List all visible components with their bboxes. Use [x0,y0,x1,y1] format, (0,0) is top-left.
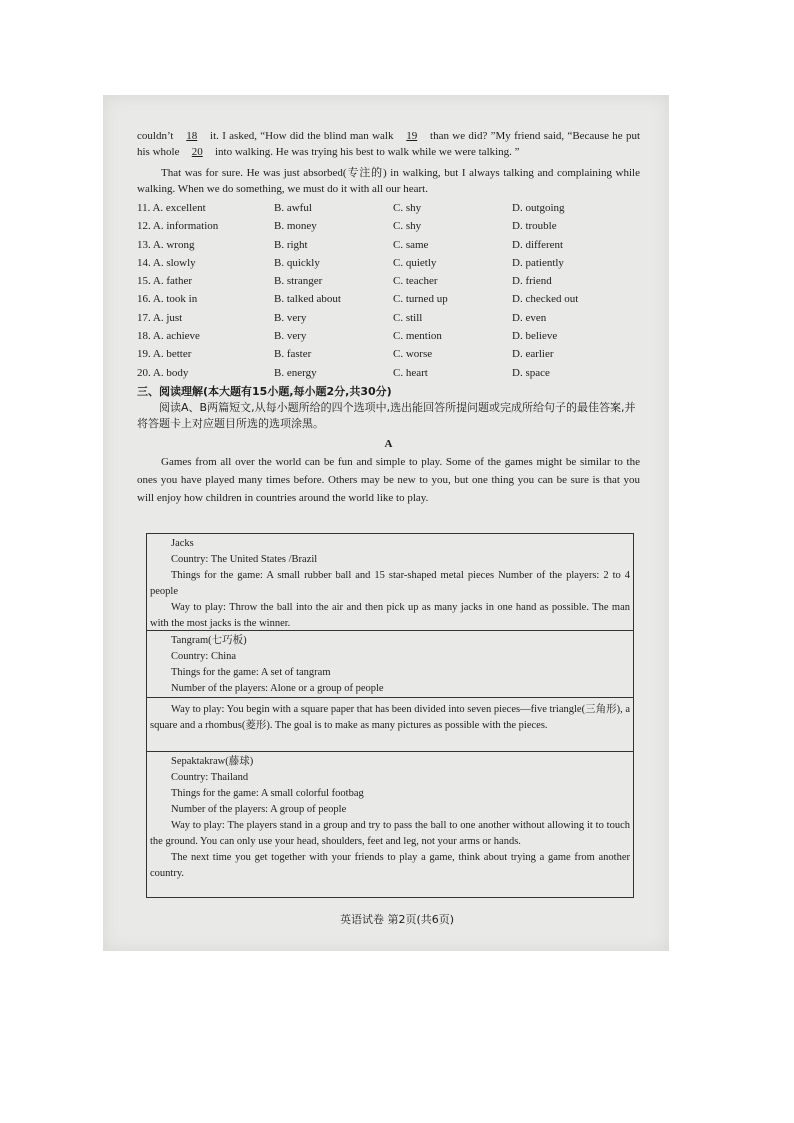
option-d: D. different [512,238,564,251]
option-d: D. friend [512,275,552,288]
option-b: B. very [274,311,307,324]
option-c: C. quietly [393,256,437,269]
option-d: D. space [512,366,550,379]
game-things: Things for the game: A small rubber ball and 15 star-shaped metal pieces Number of the players: 2 to 4 people [150,570,630,597]
option-a: 15. A. father [137,275,192,288]
option-b: B. quickly [274,256,320,269]
game-country: Country: China [171,651,237,662]
option-a: 11. A. excellent [137,202,206,214]
game-box-jacks [146,533,634,631]
option-c: C. still [393,311,423,324]
game-way: Way to play: Throw the ball into the air and then pick up as many jacks in one hand as possible. The man with the most jacks is the winner. [150,602,630,629]
game-box-sepaktakraw [146,751,634,898]
option-row-13 [137,236,640,254]
game-way: Way to play: The players stand in a group and try to pass the ball to one another without allowing it to touch the ground. You can only use your head, shoulders, feet and leg, not your arms or hands. [150,820,630,847]
closing-text: The next time you get together with your friends to play a game, think about trying a game from another country. [150,852,630,879]
option-c: C. teacher [393,275,438,288]
cloze-options [137,199,640,382]
text: couldn’t [137,130,177,142]
option-d: D. outgoing [512,202,565,214]
option-c: C. shy [393,202,422,214]
option-b: B. talked about [274,293,341,306]
option-a: 20. A. body [137,366,189,379]
game-things: Things for the game: A small colorful footbag [171,788,364,799]
option-d: D. even [512,311,547,324]
option-b: B. right [274,238,308,251]
option-a: 19. A. better [137,348,192,361]
text: it. I asked, “How did the blind man walk [206,130,397,142]
passage-paragraph-2: That was for sure. He was just absorbed(专注的) in walking, but I always talking and complaining while walking. When we do something, we must do it with all our heart. [137,167,640,195]
game-country: Country: The United States /Brazil [171,554,318,565]
option-b: B. faster [274,348,312,361]
option-c: C. worse [393,348,433,361]
option-a: 12. A. information [137,220,219,233]
section-3-instruction: 阅读A、B两篇短文,从每小题所给的四个选项中,选出能回答所提问题或完成所给句子的最佳答案,并将答题卡上对应题目所选的选项涂黑。 [137,400,636,431]
option-b: B. awful [274,202,312,214]
option-b: B. energy [274,366,317,379]
game-box-tangram-way [146,697,634,752]
game-country: Country: Thailand [171,772,249,783]
passage-a-intro: Games from all over the world can be fun and simple to play. Some of the games might be similar to the ones you have played many times before. Others may be new to you, but one thing you can be sure is that you will enjoy how children in countries around the world like to play. [137,455,640,504]
option-d: D. checked out [512,293,579,306]
option-row-15 [137,272,640,290]
option-c: C. shy [393,220,422,233]
game-name: Sepaktakraw(藤球) [171,756,254,767]
option-c: C. heart [393,366,428,379]
option-b: B. money [274,220,317,233]
section-3-heading: 三、阅读理解(本大题有15小题,每小题2分,共30分) [137,384,392,398]
option-d: D. believe [512,330,558,343]
text: into walking. He was trying his best to walk while we were talking. ” [212,146,520,158]
game-name: Tangram(七巧板) [171,635,247,646]
option-d: D. earlier [512,348,554,361]
option-d: D. patiently [512,256,564,269]
option-a: 16. A. took in [137,293,198,306]
option-a: 14. A. slowly [137,256,196,269]
blank-19: 19 [406,130,418,142]
game-box-tangram [146,630,634,698]
option-row-19 [137,345,640,363]
option-row-17 [137,309,640,327]
page-footer: 英语试卷 第2页(共6页) [339,913,455,926]
option-c: C. turned up [393,293,448,306]
option-row-16 [137,290,640,308]
option-row-20 [137,364,640,382]
blank-18: 18 [186,130,198,142]
game-name: Jacks [171,538,194,549]
option-a: 13. A. wrong [137,238,195,251]
passage-line-1 [137,128,640,160]
game-players: Number of the players: Alone or a group of people [171,683,384,694]
game-players: Number of the players: A group of people [171,804,347,815]
text: “Because he put his whole [137,130,640,158]
option-row-14 [137,254,640,272]
option-a: 17. A. just [137,311,183,324]
option-row-18 [137,327,640,345]
game-way: Way to play: You begin with a square paper that has been divided into seven pieces—five triangle(三角形), a square and a rhombus(菱形). The goal is to make as many pictures as possible with the pieces. [150,704,630,731]
page-content [137,128,640,507]
text: than we did? ”My friend said, [426,130,565,142]
option-row-11 [137,199,640,217]
blank-20: 20 [191,146,203,158]
option-c: C. mention [393,330,442,343]
option-b: B. stranger [274,275,323,288]
game-things: Things for the game: A set of tangram [171,667,331,678]
option-row-12 [137,217,640,235]
option-b: B. very [274,330,307,343]
passage-label-a: A [384,437,393,450]
option-d: D. trouble [512,220,557,233]
option-a: 18. A. achieve [137,330,200,343]
option-c: C. same [393,238,429,251]
